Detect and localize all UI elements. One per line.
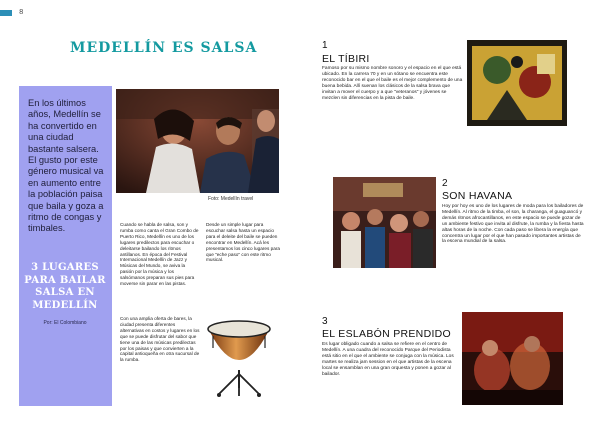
page-accent-bar [0,10,12,16]
intro-text: En los últimos años, Medellín se ha convertido en una ciudad bastante salsera. El gusto por este género musical va en aumento entre la población paisa que baila y goza a ritmo de congas y timbales. [28,98,104,234]
place-3-number: 3 [322,316,328,327]
place-1-number: 1 [322,40,328,51]
place-2-text: Hoy por hoy es uno de los lugares de moda para los bailadores de Medellín. Al ritmo de la timba, el son, la charanga, el guaguancó y demás ritmos afrocantillanos, en este espacio se puede gozar de un ambiente festivo que invita al disfrute, la rumba y la fiesta hasta altas horas de la noche. Con cada paso se libera la energía que concentra un lugar por el que han pasado importantes artistas de la escena mundial de la salsa. [442,204,584,245]
column-two-paragraph: Desde un simple lugar para escuchar salsa hasta un espacio para el deleite del baile se pueden encontrar en Medellín. Acá les presentamos los cinco lugares para que "eche paso" con este ritmo musical. [206,222,280,263]
place-2-heading: SON HAVANA [442,190,513,202]
place-1-text: Famoso por su mismo nombre sonoro y el espacio en el que está ubicado. En la carrera 70 y en un sótano se encuentra este reconocido bar en el que el baile es el mejor complemento de una buena bebida. Allí suenan los clásicos de la salsa brava que invitan a mover el cuerpo y a que "veteranos" y jóvenes se mezclen sin diferencias en la pista de baile. [322,66,463,101]
place-2-number: 2 [442,178,448,189]
dancers-photo [116,89,279,193]
photo-caption: Foto: Medellín travel [208,196,254,202]
article-subtitle: 3 LUGARES PARA BAILAR SALSA EN MEDELLÍN [24,262,106,311]
page-title: MEDELLÍN ES SALSA [70,40,258,56]
son-havana-photo [333,177,436,268]
el-eslabon-photo [462,312,563,405]
place-3-heading: EL ESLABÓN PRENDIDO [322,328,452,340]
page-number: 8 [19,8,24,16]
place-3-text: Es lugar obligado cuando a salsa se refiere en el centro de Medellín. A una cuadra del reconocido Parque del Periodista está sitio en el que el ambiente se conjuga con la música. Los martes se realiza jam session en el que artistas de la escena local se ensamblan en una gran orquesta y ponen a gozar al bailador. [322,342,454,377]
column-one-paragraph-two: Con una amplia oferta de bares, la ciudad presenta diferentes alternativas en costos y lugares en los que se puede disfrutar del sabor que tiene una de las músicas predilectas por los paisas y que convierten a la capital antioqueña en otra sucursal de la rumba. [120,316,200,363]
el-tibiri-photo [467,40,567,126]
timpani-drum-image [205,318,273,398]
place-1-heading: EL TÍBIRI [322,53,370,65]
byline: Por: El Colombiano [43,320,87,326]
column-one-paragraph-one: Cuando se habla de salsa, son y rumba como canta el Gran Combo de Puerto Rico, Medellín es uno de los lugares predilectos para escuchar o deleitarse bailando los ritmos antillanos. En época del Festival Internacional Medellín de Jazz y Músicas del Mundo, se aviva la pasión por la música y los salsómanos preparan sus pies para moverse sin parar en las pistas. [120,222,199,287]
